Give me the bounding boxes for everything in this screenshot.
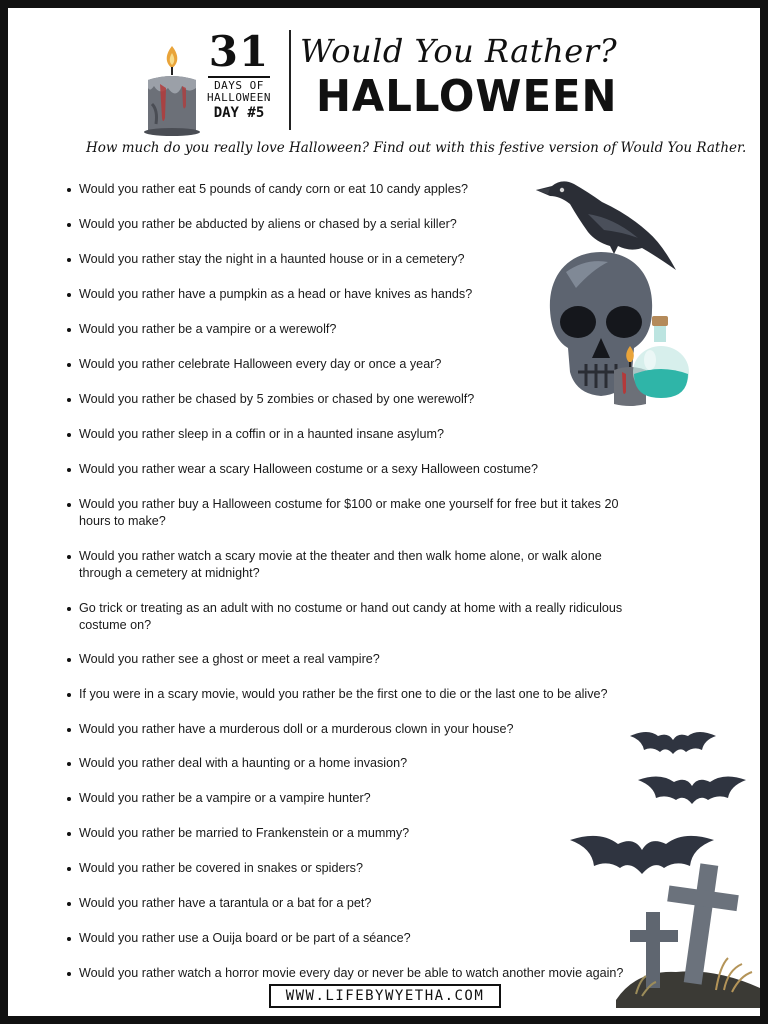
question-text: Would you rather be abducted by aliens or chased by a serial killer? <box>79 217 457 231</box>
question-text: Would you rather watch a horror movie every day or never be able to watch another movie again? <box>79 966 624 980</box>
question-text: Would you rather have a tarantula or a bat for a pet? <box>79 896 372 910</box>
bullet <box>67 398 71 402</box>
bullet <box>67 607 71 611</box>
bullet <box>67 728 71 732</box>
grave-cross-icon <box>616 860 760 1008</box>
list-item <box>79 651 639 668</box>
question-text: Go trick or treating as an adult with no costume or hand out candy at home with a really ridiculous costume on? <box>79 601 623 632</box>
bullet <box>67 503 71 507</box>
question-text: Would you rather be married to Frankenstein or a mummy? <box>79 826 410 840</box>
question-text: Would you rather be a vampire or a werewolf? <box>79 322 337 336</box>
question-text: Would you rather see a ghost or meet a real vampire? <box>79 652 380 666</box>
bullet <box>67 363 71 367</box>
question-text: Would you rather have a pumpkin as a head or have knives as hands? <box>79 287 473 301</box>
bullet <box>67 762 71 766</box>
question-text: Would you rather deal with a haunting or a home invasion? <box>79 756 408 770</box>
bullet <box>67 468 71 472</box>
list-item <box>79 426 639 443</box>
bullet <box>67 867 71 871</box>
badge-day: DAY #5 <box>213 105 265 121</box>
list-item <box>79 895 639 912</box>
list-item <box>79 790 639 807</box>
potion-bottle-icon <box>630 314 692 400</box>
bullet <box>67 972 71 976</box>
list-item <box>79 548 639 582</box>
question-text: Would you rather celebrate Halloween every day or once a year? <box>79 357 442 371</box>
list-item <box>79 755 639 772</box>
question-text: Would you rather stay the night in a haunted house or in a cemetery? <box>79 252 465 266</box>
badge-line-2: HALLOWEEN <box>206 91 272 104</box>
subtitle: How much do you really love Halloween? Find out with this festive version of Would You Rather. <box>86 140 747 156</box>
list-item <box>79 965 639 982</box>
question-text: Would you rather have a murderous doll or a murderous clown in your house? <box>79 722 514 736</box>
bullet <box>67 797 71 801</box>
website-link[interactable]: WWW.LIFEBYWYETHA.COM <box>269 984 501 1008</box>
bullet <box>67 433 71 437</box>
bullet <box>67 693 71 697</box>
bullet <box>67 188 71 192</box>
list-item <box>79 721 639 738</box>
question-text: Would you rather be covered in snakes or spiders? <box>79 861 363 875</box>
question-text: Would you rather wear a scary Halloween costume or a sexy Halloween costume? <box>79 462 538 476</box>
page-title: HALLOWEEN <box>316 71 618 122</box>
question-text: Would you rather sleep in a coffin or in a haunted insane asylum? <box>79 427 444 441</box>
bullet <box>67 293 71 297</box>
title-script: Would You Rather? <box>300 32 618 70</box>
question-text: Would you rather buy a Halloween costume for $100 or make one yourself for free but it takes 20 hours to make? <box>79 497 619 528</box>
list-item <box>79 930 639 947</box>
bat-icon <box>636 768 748 814</box>
question-text: Would you rather be a vampire or a vampire hunter? <box>79 791 371 805</box>
list-item <box>79 600 639 634</box>
list-item <box>79 686 639 703</box>
question-text: Would you rather watch a scary movie at the theater and then walk home alone, or walk alone through a cemetery at midnight? <box>79 549 602 580</box>
list-item <box>79 825 639 842</box>
bullet <box>67 832 71 836</box>
bullet <box>67 902 71 906</box>
list-item <box>79 860 639 877</box>
bullet <box>67 937 71 941</box>
bullet <box>67 223 71 227</box>
bullet <box>67 328 71 332</box>
question-text: If you were in a scary movie, would you rather be the first one to die or the last one to be alive? <box>79 687 608 701</box>
list-item <box>79 496 639 530</box>
question-text: Would you rather use a Ouija board or be part of a séance? <box>79 931 411 945</box>
question-text: Would you rather eat 5 pounds of candy corn or eat 10 candy apples? <box>79 182 469 196</box>
badge-line-1: DAYS OF <box>214 79 264 92</box>
bat-icon <box>628 724 718 764</box>
question-text: Would you rather be chased by 5 zombies or chased by one werewolf? <box>79 392 475 406</box>
bullet <box>67 555 71 559</box>
bullet <box>67 258 71 262</box>
badge-number: 31 <box>208 27 270 76</box>
bullet <box>67 658 71 662</box>
list-item <box>79 461 639 478</box>
